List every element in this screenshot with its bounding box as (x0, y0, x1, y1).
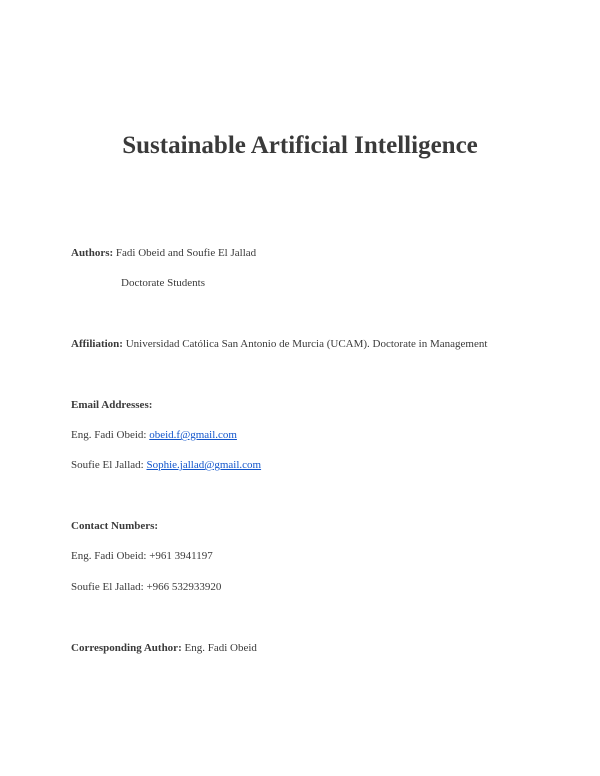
contact-item-obeid: Eng. Fadi Obeid: +961 3941197 (71, 550, 213, 562)
corresponding-author-line (71, 641, 257, 655)
authors-label: Authors: (71, 247, 114, 259)
email-item-obeid (71, 428, 237, 442)
affiliation-label: Affiliation: (71, 338, 123, 350)
authors-line (71, 246, 256, 260)
email-item-jallad (71, 458, 261, 472)
affiliation-value: Universidad Católica San Antonio de Murcia (UCAM). Doctorate in Management (125, 338, 488, 350)
authors-names: Fadi Obeid and Soufie El Jallad (115, 247, 257, 259)
corresponding-author-value: Eng. Fadi Obeid (184, 642, 257, 654)
contact-item-jallad: Soufie El Jallad: +966 532933920 (71, 581, 222, 593)
email-heading-label: Email Addresses: (71, 399, 153, 411)
paper-title: Sustainable Artificial Intelligence (122, 132, 478, 159)
email-prefix: Eng. Fadi Obeid: (71, 429, 147, 441)
contact-heading-label: Contact Numbers: (71, 520, 159, 532)
corresponding-author-label: Corresponding Author: (71, 642, 182, 654)
authors-role: Doctorate Students (121, 277, 206, 289)
email-link-obeid[interactable]: obeid.f@gmail.com (149, 429, 237, 441)
affiliation-line (71, 337, 487, 351)
email-link-jallad[interactable]: Sophie.jallad@gmail.com (146, 459, 262, 471)
email-prefix: Soufie El Jallad: (71, 459, 144, 471)
email-heading (71, 398, 152, 412)
contact-heading (71, 519, 158, 533)
